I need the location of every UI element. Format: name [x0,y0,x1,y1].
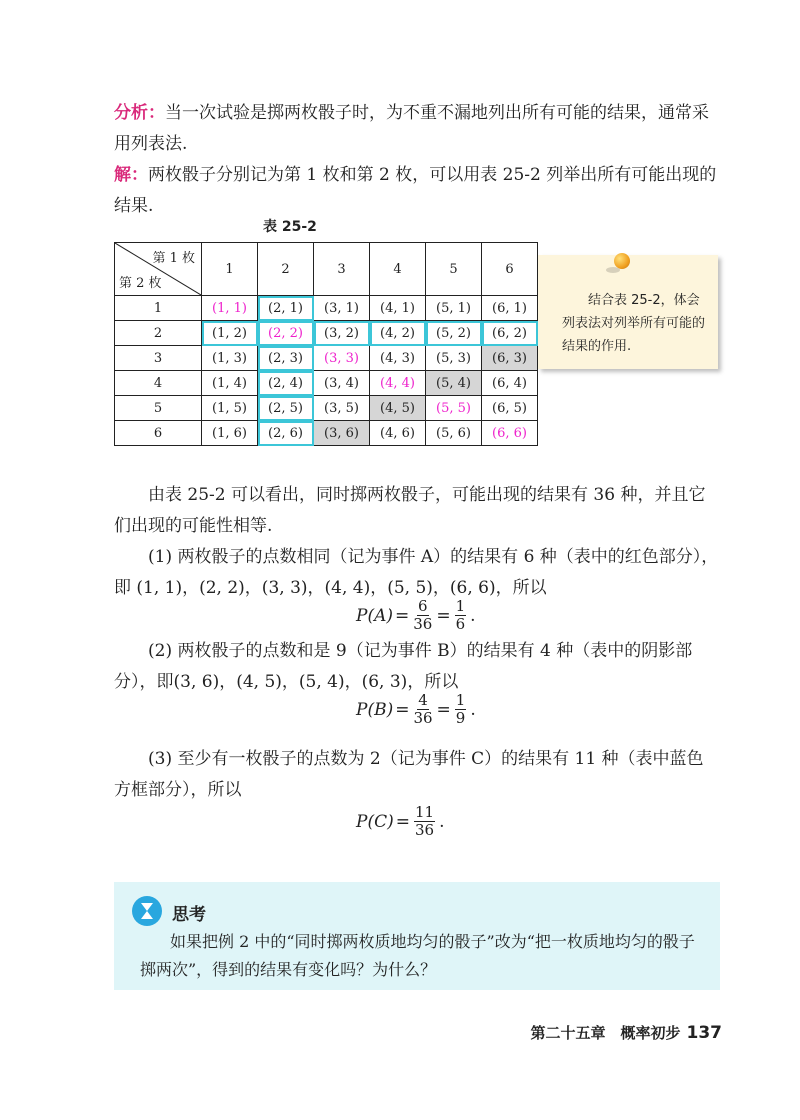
part1-paragraph: (1) 两枚骰子的点数相同（记为事件 A）的结果有 6 种（表中的红色部分），即 (1, 1)，(2, 2)，(3, 3)，(4, 4)，(5, 5)，(6, 6)，所以 [114,547,719,598]
analysis-paragraph [114,98,720,160]
table-cell: (6, 3) [482,346,538,371]
numerator: 4 [418,691,428,709]
table-cell: (5, 5) [426,396,482,421]
equals-sign: = [395,699,410,720]
table-cell: (4, 1) [370,296,426,321]
numerator: 11 [414,803,435,821]
corner-second-die: 第 2 枚 [119,276,162,291]
row-header: 5 [115,396,202,421]
table-corner [115,243,202,296]
numerator: 6 [418,597,428,615]
table-cell: (4, 6) [370,421,426,446]
think-text: 如果把例 2 中的“同时掷两枚质地均匀的骰子”改为“把一枚质地均匀的骰子掷两次”，得到的结果有变化吗？为什么？ [140,932,695,979]
period: . [470,605,476,626]
table-cell: (5, 2) [426,321,482,346]
table-row [115,321,538,346]
table-cell: (2, 4) [258,371,314,396]
col-header: 6 [482,243,538,296]
row-header: 1 [115,296,202,321]
fraction [413,598,432,633]
numerator: 1 [455,691,466,709]
table-cell: (4, 4) [370,371,426,396]
period: . [470,699,476,720]
think-box [114,882,720,990]
analysis-text: 当一次试验是掷两枚骰子时，为不重不漏地列出所有可能的结果，通常采用列表法. [114,103,709,154]
numerator: 1 [455,597,466,615]
table-row [115,421,538,446]
formula-pa [356,598,478,633]
denominator: 36 [413,615,433,633]
table-cell: (3, 5) [314,396,370,421]
denominator: 9 [455,709,466,727]
table-cell: (4, 5) [370,396,426,421]
table-row [115,346,538,371]
fraction [455,692,467,727]
formula-pa-lhs: P(A) [356,605,393,626]
table-cell: (6, 2) [482,321,538,346]
table-cell: (2, 5) [258,396,314,421]
row-header: 3 [115,346,202,371]
row-header: 4 [115,371,202,396]
col-header: 5 [426,243,482,296]
denominator: 36 [414,821,435,839]
table-cell: (5, 1) [426,296,482,321]
table-cell: (2, 6) [258,421,314,446]
part2-paragraph: (2) 两枚骰子的点数和是 9（记为事件 B）的结果有 4 种（表中的阴影部分），即(3, 6)，(4, 5)，(5, 4)，(6, 3)，所以 [114,641,693,692]
table-cell: (2, 1) [258,296,314,321]
denominator: 6 [455,615,466,633]
fraction [414,804,435,839]
table-cell: (4, 3) [370,346,426,371]
equals-sign: = [395,811,410,832]
row-header: 6 [115,421,202,446]
row-header: 2 [115,321,202,346]
think-title: 思考 [172,905,206,925]
corner-first-die: 第 1 枚 [152,251,195,266]
side-note-text: 结合表 25-2，体会列表法对列举所有可能的结果的作用. [562,293,706,354]
table-cell: (5, 6) [426,421,482,446]
page-footer [530,1022,722,1043]
table-cell: (5, 4) [426,371,482,396]
table-cell: (5, 3) [426,346,482,371]
table-cell: (3, 2) [314,321,370,346]
col-header: 3 [314,243,370,296]
denominator: 36 [413,709,433,727]
equals-sign: = [436,605,451,626]
table-cell: (1, 6) [202,421,258,446]
outcome-table [114,242,538,446]
formula-pb [356,692,478,727]
table-cell: (3, 3) [314,346,370,371]
table-caption: 表 25-2 [263,219,317,235]
formula-pb-lhs: P(B) [356,699,394,720]
side-note [538,255,718,369]
table-cell: (6, 6) [482,421,538,446]
table-cell: (2, 2) [258,321,314,346]
table-cell: (1, 2) [202,321,258,346]
hourglass-icon [132,896,162,926]
formula-pc [356,804,446,839]
page-number: 137 [686,1023,722,1043]
table-cell: (1, 5) [202,396,258,421]
table-cell: (1, 4) [202,371,258,396]
fraction [455,598,467,633]
solution-paragraph [114,160,720,222]
solution-label: 解： [114,165,148,185]
table-cell: (2, 3) [258,346,314,371]
equals-sign: = [394,605,410,626]
period: . [439,811,445,832]
table-cell: (3, 6) [314,421,370,446]
chapter-title: 第二十五章 概率初步 [530,1024,681,1042]
equals-sign: = [436,699,451,720]
table-cell: (3, 1) [314,296,370,321]
table-row [115,296,538,321]
pushpin-icon [614,253,630,269]
solution-text: 两枚骰子分别记为第 1 枚和第 2 枚，可以用表 25-2 列举出所有可能出现的结果. [114,165,717,216]
part3-paragraph: (3) 至少有一枚骰子的点数为 2（记为事件 C）的结果有 11 种（表中蓝色方框部分），所以 [114,749,704,800]
table-cell: (3, 4) [314,371,370,396]
conclusion-paragraph: 由表 25-2 可以看出，同时掷两枚骰子，可能出现的结果有 36 种，并且它们出现的可能性相等. [114,485,706,536]
table-cell: (1, 3) [202,346,258,371]
formula-pc-lhs: P(C) [356,811,394,832]
fraction [413,692,432,727]
table-cell: (6, 1) [482,296,538,321]
table-row [115,396,538,421]
col-header: 2 [258,243,314,296]
table-cell: (1, 1) [202,296,258,321]
table-row [115,371,538,396]
table-cell: (6, 5) [482,396,538,421]
table-cell: (4, 2) [370,321,426,346]
col-header: 4 [370,243,426,296]
analysis-label: 分析： [114,103,165,123]
table-cell: (6, 4) [482,371,538,396]
col-header: 1 [202,243,258,296]
